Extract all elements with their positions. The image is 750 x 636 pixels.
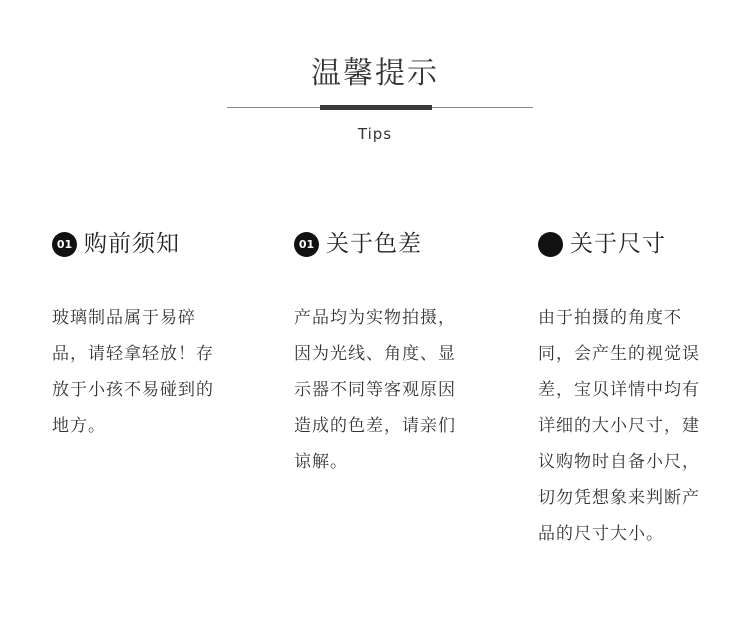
tip-column-color-difference bbox=[294, 226, 494, 480]
tip-column-text: 产品均为实物拍摄，因为光线、角度、显示器不同等客观原因造成的色差，请亲们谅解。 bbox=[294, 308, 456, 472]
tip-column-title: 关于尺寸 bbox=[570, 231, 666, 257]
tip-column-title: 购前须知 bbox=[84, 231, 180, 257]
page-subtitle: Tips bbox=[357, 125, 393, 143]
tip-column-purchase-notice bbox=[52, 226, 252, 444]
page-title: 温馨提示 bbox=[311, 56, 439, 91]
number-badge-icon: 01 bbox=[294, 232, 319, 257]
tip-column-header bbox=[52, 226, 252, 262]
filled-circle-icon bbox=[538, 232, 563, 257]
tip-column-title: 关于色差 bbox=[326, 231, 422, 257]
tip-column-text: 玻璃制品属于易碎品，请轻拿轻放！存放于小孩不易碰到的地方。 bbox=[52, 308, 214, 436]
tip-column-size bbox=[538, 226, 738, 552]
tip-column-text: 由于拍摄的角度不同，会产生的视觉误差，宝贝详情中均有详细的大小尺寸，建议购物时自备小尺，切勿凭想象来判断产品的尺寸大小。 bbox=[538, 308, 700, 544]
tip-column-header bbox=[538, 226, 738, 262]
title-divider-accent bbox=[320, 105, 432, 110]
number-badge-icon: 01 bbox=[52, 232, 77, 257]
tip-column-header bbox=[294, 226, 494, 262]
